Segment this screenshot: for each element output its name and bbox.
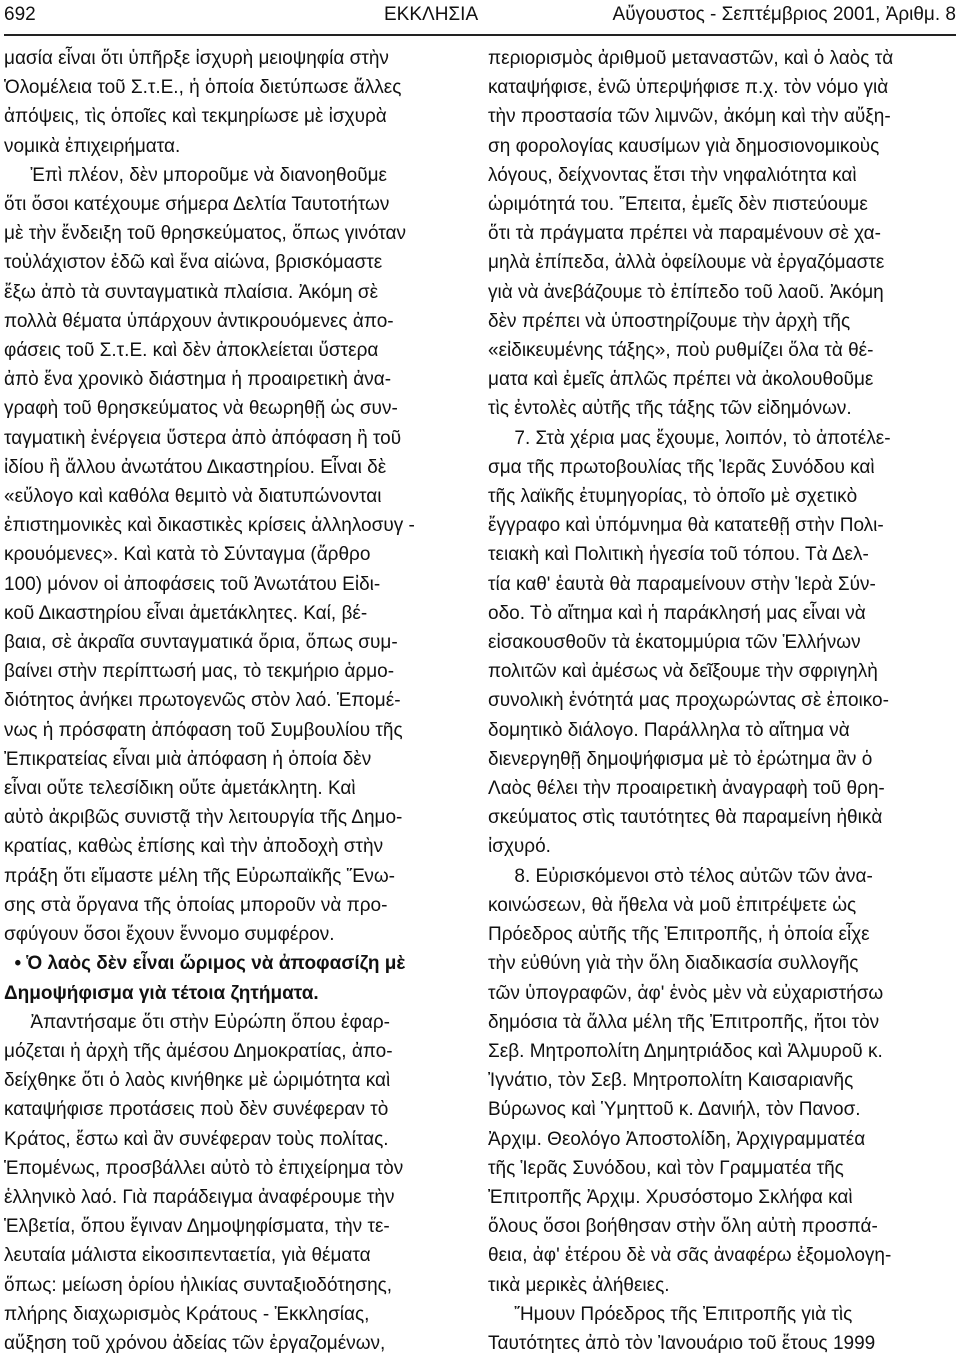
- text-line: συνολικὴ ἑνότητά μας προχωρώντας σὲ ἐποικο-: [488, 690, 889, 712]
- text-line: ση φορολογίας καυσίμων γιὰ δημοσιονομικοὺς: [488, 135, 880, 157]
- text-line: Ταυτότητες ἀπὸ τὸν Ἰανουάριο τοῦ ἔτους 1999: [488, 1332, 876, 1354]
- text-line: θεια, ἀφ' ἑτέρου δὲ νὰ σᾶς ἀναφέρω ἐξομολογη-: [488, 1245, 892, 1267]
- text-line: Ἐπικρατείας εἶναι μιὰ ἀπόφαση ἡ ὁποία δὲν: [4, 748, 372, 770]
- text-line: λόγους, δείχνοντας ἔτσι τὴν νηφαλιότητα καὶ: [488, 164, 857, 186]
- text-line: 100) μόνον οἱ ἀποφάσεις τοῦ Ἀνωτάτου Εἰδι-: [4, 573, 381, 595]
- text-line: Ἀπαντήσαμε ὅτι στὴν Εὐρώπη ὅπου ἐφαρ-: [4, 1011, 390, 1033]
- text-line: • Ὁ λαὸς δὲν εἶναι ὥριμος νὰ ἀποφασίζη μὲ: [4, 953, 406, 975]
- text-line: τοὐλάχιστον ἐδῶ καὶ ἕνα αἰώνα, βρισκόμαστε: [4, 252, 383, 274]
- text-line: δὲν πρέπει νὰ ὑποστηρίζουμε τὴν ἀρχὴ τῆς: [488, 310, 851, 332]
- text-line: Ἰγνάτιο, τὸν Σεβ. Μητροπολίτη Καισαριανῆς: [488, 1070, 854, 1092]
- text-line: αὐτὸ ἀκριβῶς συνιστᾷ τὴν λειτουργία τῆς Δημο-: [4, 807, 403, 829]
- text-line: κοινώσεων, θὰ ἤθελα νὰ μοῦ ἐπιτρέψετε ὡς: [488, 894, 857, 916]
- text-line: ὅλους ὅσοι βοήθησαν στὴν ὅλη αὐτὴ προσπά-: [488, 1216, 878, 1238]
- text-line: πλήρης διαχωρισμὸς Κράτους - Ἐκκλησίας,: [4, 1303, 370, 1325]
- text-line: εἶναι οὔτε τελεσίδικη οὔτε ἀμετάκλητη. Καὶ: [4, 778, 356, 800]
- text-line: Πρόεδρος αὐτῆς τῆς Ἐπιτροπῆς, ἡ ὁποία εἶχε: [488, 924, 870, 946]
- text-line: ἀπὸ ἕνα χρονικὸ διάστημα ἡ προαιρετικὴ ἀνα-: [4, 369, 392, 391]
- text-line: ταγματικὴ ἐνέργεια ὕστερα ἀπὸ ἀπόφαση ἢ τοῦ: [4, 427, 402, 449]
- text-line: τῆς Ἱερᾶς Συνόδου, καὶ τὸν Γραμματέα τῆς: [488, 1157, 844, 1179]
- text-line: «εἰδικευμένης τάξης», ποὺ ρυθμίζει ὅλα τὰ θέ-: [488, 340, 874, 362]
- text-line: τία καθ' ἑαυτὰ θὰ παραμείνουν στὴν Ἱερὰ Σύν-: [488, 573, 876, 595]
- text-line: Ἑλβετία, ὅπου ἔγιναν Δημοψηφίσματα, τὴν τε-: [4, 1216, 390, 1238]
- text-line: δημόσια τὰ ἄλλα μέλη τῆς Ἐπιτροπῆς, ἤτοι τὸν: [488, 1011, 880, 1033]
- text-line: πολιτῶν καὶ ἀμέσως νὰ δεῖξουμε τὴν σφριγηλὴ: [488, 661, 878, 683]
- text-line: λευταία μάλιστα εἰκοσιπενταετία, γιὰ θέματα: [4, 1245, 371, 1267]
- text-line: ὅπως: μείωση ὁρίου ἡλικίας συνταξιοδότησης,: [4, 1274, 393, 1296]
- text-line: οδο. Τὸ αἴτημα καὶ ἡ παράκλησή μας εἶναι νὰ: [488, 602, 866, 624]
- issue-info: Αὔγουστος - Σεπτέμβριος 2001, Ἀριθμ. 8: [612, 4, 956, 25]
- text-line: σφύγουν ὅσοι ἔχουν ἔννομο συμφέρον.: [4, 924, 335, 946]
- text-line: νομικὰ ἐπιχειρήματα.: [4, 135, 181, 157]
- text-line: διενεργηθῇ δημοψήφισμα μὲ τὸ ἐρώτημα ἂν ὁ: [488, 748, 873, 770]
- text-line: αὔξηση τοῦ χρόνου ἀδείας τῶν ἐργαζομένων,: [4, 1332, 386, 1354]
- text-line: κρατίας, καθὼς ἐπίσης καὶ τὴν ἀποδοχὴ στὴν: [4, 836, 384, 858]
- text-line: πράξη ὅτι εἴμαστε μέλη τῆς Εὐρωπαϊκῆς Ἕνω-: [4, 865, 395, 887]
- text-line: «εὔλογο καὶ καθόλα θεμιτὸ νὰ διατυπώνονται: [4, 486, 382, 508]
- text-line: εἰσακουσθοῦν τὰ ἑκατομμύρια τῶν Ἑλλήνων: [488, 632, 861, 654]
- text-line: ἔξω ἀπὸ τὰ συνταγματικὰ πλαίσια. Ἀκόμη σὲ: [4, 281, 379, 303]
- text-line: 8. Εὐρισκόμενοι στὸ τέλος αὐτῶν τῶν ἀνα-: [488, 865, 873, 887]
- right-column: [488, 44, 956, 1358]
- text-line: Ἤμουν Πρόεδρος τῆς Ἐπιτροπῆς γιὰ τὶς: [488, 1303, 853, 1325]
- text-line: Ἀρχιμ. Θεολόγο Ἀποστολίδη, Ἀρχιγραμματέα: [488, 1128, 866, 1150]
- text-line: Ἐπὶ πλέον, δὲν μποροῦμε νὰ διανοηθοῦμε: [4, 164, 387, 186]
- text-line: Βύρωνος καὶ Ὑμηττοῦ κ. Δανιήλ, τὸν Πανοσ.: [488, 1099, 861, 1121]
- text-line: Σεβ. Μητροπολίτη Δημητριάδος καὶ Ἁλμυροῦ κ.: [488, 1040, 883, 1062]
- text-line: σκεύματος στὶς ταυτότητες θὰ παραμείνη ἠθικὰ: [488, 807, 883, 829]
- text-line: τὶς ἐντολὲς αὐτῆς τῆς τάξης τῶν εἰδημόνων.: [488, 398, 852, 420]
- text-line: Ἑπομένως, προσβάλλει αὐτὸ τὸ ἐπιχείρημα τὸν: [4, 1157, 404, 1179]
- text-line: Κράτος, ἔστω καὶ ἂν συνέφεραν τοὺς πολίτας.: [4, 1128, 389, 1150]
- text-line: ὅτι τὰ πράγματα πρέπει νὰ παραμένουν σὲ χα-: [488, 223, 881, 245]
- text-line: δείχθηκε ὅτι ὁ λαὸς κινήθηκε μὲ ὡριμότητα καὶ: [4, 1070, 391, 1092]
- text-line: Ὁλομέλεια τοῦ Σ.τ.Ε., ἡ ὁποία διετύπωσε ἄλλες: [4, 77, 402, 99]
- text-line: γραφὴ τοῦ θρησκεύματος νὰ θεωρηθῇ ὡς συν-: [4, 398, 398, 420]
- text-line: 7. Στὰ χέρια μας ἔχουμε, λοιπόν, τὸ ἀποτέλε-: [488, 427, 891, 449]
- text-line: ἀπόψεις, τὶς ὁποῖες καὶ τεκμηρίωσε μὲ ἰσχυρὰ: [4, 106, 387, 128]
- text-line: διότητος ἀνήκει πρωτογενῶς στὸν λαό. Ἑπομέ-: [4, 690, 401, 712]
- text-line: Ἐπιτροπῆς Ἀρχιμ. Χρυσόστομο Σκλήφα καὶ: [488, 1186, 853, 1208]
- text-line: τὴν προστασία τῶν λιμνῶν, ἀκόμη καὶ τὴν αὔξη-: [488, 106, 891, 128]
- text-line: μηλὰ ἐπίπεδα, ἀλλὰ ὀφείλουμε νὰ ἐργαζόμαστε: [488, 252, 885, 274]
- text-line: βαίνει στὴν περίπτωσή μας, τὸ τεκμήριο ἁρμο-: [4, 661, 395, 683]
- text-line: νως ἡ πρόσφατη ἀπόφαση τοῦ Συμβουλίου τῆς: [4, 719, 403, 741]
- page-number: 692: [4, 4, 36, 25]
- text-line: Δημοψήφισμα γιὰ τέτοια ζητήματα.: [4, 982, 319, 1004]
- text-line: ἑλληνικὸ λαό. Γιὰ παράδειγμα ἀναφέρουμε τὴν: [4, 1186, 395, 1208]
- left-column: [4, 44, 470, 1358]
- text-line: μασία εἶναι ὅτι ὑπῆρξε ἰσχυρὴ μειοψηφία στὴν: [4, 48, 389, 69]
- text-line: τικὰ μερικὲς ἀλήθειες.: [488, 1274, 670, 1296]
- text-line: τῆς λαϊκῆς ἐτυμηγορίας, τὸ ὁποῖο μὲ σχετικὸ: [488, 486, 858, 508]
- text-line: γιὰ νὰ ἀνεβάζουμε τὸ ἐπίπεδο τοῦ λαοῦ. Ἀκόμη: [488, 281, 884, 303]
- text-line: κοῦ Δικαστηρίου εἶναι ἀμετάκλητες. Καί, βέ-: [4, 602, 368, 624]
- text-line: περιορισμὸς ἀριθμοῦ μεταναστῶν, καὶ ὁ λαὸς τὰ: [488, 48, 894, 69]
- text-line: πολλὰ θέματα ὑπάρχουν ἀντικρουόμενες ἀπο-: [4, 310, 394, 332]
- text-line: ἰσχυρό.: [488, 836, 551, 858]
- text-line: φάσεις τοῦ Σ.τ.Ε. καὶ δὲν ἀποκλείεται ὕστερα: [4, 340, 379, 362]
- text-line: μὲ τὴν ἔνδειξη τοῦ θρησκεύματος, ὅπως γινόταν: [4, 223, 407, 245]
- text-line: τῶν ὑπογραφῶν, ἀφ' ἑνὸς μὲν νὰ εὐχαριστήσω: [488, 982, 884, 1004]
- text-line: ὡριμότητά του. Ἔπειτα, ἐμεῖς δὲν πιστεύουμε: [488, 194, 868, 216]
- text-line: ὅτι ὅσοι κατέχουμε σήμερα Δελτία Ταυτοτήτων: [4, 194, 390, 216]
- text-line: καταψήφισε, ἐνῶ ὑπερψήφισε π.χ. τὸν νόμο γιὰ: [488, 77, 889, 99]
- text-line: ἔγγραφο καὶ ὑπόμνημα θὰ κατατεθῇ στὴν Πολι-: [488, 515, 884, 537]
- text-line: σμα τῆς πρωτοβουλίας τῆς Ἱερᾶς Συνόδου καὶ: [488, 456, 875, 478]
- text-line: ἐπιστημονικὲς καὶ δικαστικὲς κρίσεις ἀλληλοσυγ -: [4, 515, 415, 537]
- text-line: τὴν εὐθύνη γιὰ τὴν ὅλη διαδικασία συλλογῆς: [488, 953, 859, 975]
- text-line: τειακὴ καὶ Πολιτικὴ ἡγεσία τοῦ τόπου. Τὰ Δελ-: [488, 544, 869, 566]
- text-line: βαια, σὲ ἀκραῖα συνταγματικά ὅρια, ὅπως συμ-: [4, 632, 398, 654]
- magazine-title: ΕΚΚΛΗΣΙΑ: [384, 4, 479, 25]
- text-line: σης στὰ ὄργανα τῆς ὁποίας μποροῦν νὰ προ-: [4, 894, 388, 916]
- text-line: κρουόμενες». Καὶ κατὰ τὸ Σύνταγμα (ἄρθρο: [4, 544, 371, 566]
- page-header: [4, 0, 956, 36]
- text-line: Λαὸς θέλει τὴν προαιρετικὴ ἀναγραφὴ τοῦ θρη-: [488, 778, 885, 800]
- text-line: δομητικὸ διάλογο. Παράλληλα τὸ αἴτημα νὰ: [488, 719, 850, 741]
- text-line: καταψήφισε προτάσεις ποὺ δὲν συνέφεραν τὸ: [4, 1099, 389, 1121]
- text-line: ἰδίου ἢ ἄλλου ἀνωτάτου Δικαστηρίου. Εἶναι δὲ: [4, 456, 387, 478]
- text-line: μόζεται ἡ ἀρχὴ τῆς ἀμέσου Δημοκρατίας, ἀπο-: [4, 1040, 393, 1062]
- text-line: ματα καὶ ἐμεῖς ἁπλῶς πρέπει νὰ ἀκολουθοῦμε: [488, 369, 874, 391]
